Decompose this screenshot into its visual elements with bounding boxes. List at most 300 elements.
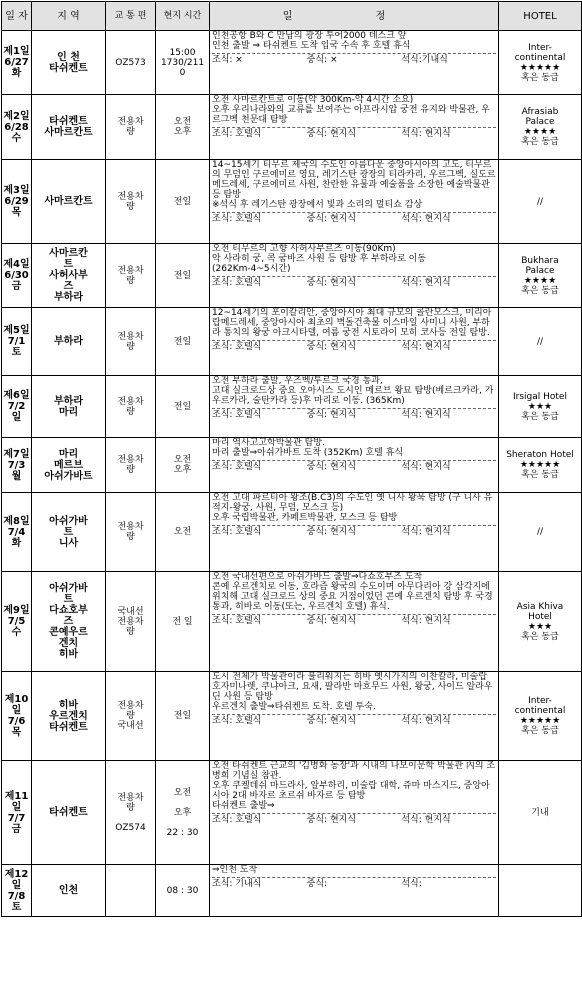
- region-label: 사마르칸트: [44, 196, 93, 207]
- hotel-cell: [499, 308, 582, 376]
- day-label: 제4일: [3, 259, 30, 270]
- time-cell: [156, 308, 210, 376]
- day-label: 일: [11, 879, 22, 891]
- schedule-line: 악 사라히 궁, 콕 굼바즈 사원 등 탐방 후 부하라로 이동: [212, 254, 427, 264]
- day-label: 제10: [4, 694, 29, 705]
- time-cell: [156, 493, 210, 572]
- schedule-line: ※석식 후 레기스탄 광장에서 빛과 소리의 멀티쇼 감상: [212, 200, 423, 210]
- schedule-line: 고대 실크로드상 중요 오아시스 도시인 메르브 왕묘 탐방(베르크카라, 가우르카라, 술탄카라 등)후 마리로 이동. (365Km): [212, 386, 494, 406]
- schedule-cell: [210, 376, 499, 438]
- hotel-label: Bukhara: [521, 255, 559, 266]
- region-label: 부하라: [54, 292, 83, 303]
- hotel-cell: [499, 376, 582, 438]
- hotel-label: ★★★★★: [519, 716, 561, 726]
- hotel-label: ★★★★★: [519, 460, 561, 470]
- region-cell: [32, 244, 106, 308]
- schedule-cell: [210, 244, 499, 308]
- schedule-cell: [210, 438, 499, 493]
- meal-label: 석식: 현지식: [401, 616, 451, 626]
- day-cell: [2, 438, 32, 493]
- day-label: 7/8: [7, 890, 26, 902]
- day-label: 6/28: [4, 121, 29, 133]
- time-label: 오전: [173, 787, 192, 798]
- itinerary-row: [2, 572, 582, 672]
- transport-label: 량: [126, 532, 135, 542]
- hotel-label: [499, 886, 581, 896]
- hotel-label: //: [536, 196, 544, 207]
- hotel-label: continental: [514, 706, 566, 716]
- schedule-line: 14~15세기 티무르 제국의 수도인 아름다운 중앙아시아의 고도, 티무르의 무덤인 구르에미르 영묘, 레기스탄 광장의 티라카리, 우르그벡, 실도르 메드레세, 구르에미르 사원, 찬란한 유물과 예술품을 소장한 예술박물관 등 탐방: [212, 160, 496, 200]
- transport-label: 량: [126, 802, 135, 813]
- meal-label: 석식:: [401, 879, 422, 889]
- region-label: 사마르칸트: [44, 127, 93, 138]
- schedule-line: 오전 타쉬켄트 근교의 '김병화 농장'과 시내의 나보이문학 박물관 內의 조병희 기념실 참관.: [212, 761, 496, 781]
- day-cell: [2, 493, 32, 572]
- day-label: 제3일: [3, 185, 30, 196]
- transport-cell: [106, 308, 156, 376]
- hotel-cell: [499, 865, 582, 917]
- schedule-cell: [210, 761, 499, 865]
- meals-line: [212, 525, 496, 537]
- region-cell: [32, 160, 106, 244]
- day-label: 일: [11, 412, 22, 423]
- meal-label: 중식: 현지식: [306, 716, 357, 726]
- day-label: 목: [11, 727, 22, 738]
- time-cell: [156, 572, 210, 672]
- time-cell: [156, 672, 210, 761]
- schedule-cell: [210, 672, 499, 761]
- itinerary-row: [2, 308, 582, 376]
- transport-label: 량: [126, 465, 135, 475]
- transport-cell: [106, 31, 156, 95]
- schedule-line: 콘예 우르겐치로 이동, 호라즘 왕국의 수도이며 아무다리아 강 삼각지에 위치해 고대 실크로드 상의 중요 거점이었던 콘예 우르겐치 탐방 후 국경 통과, 히바로 이동(또는, 우르겐치 호텔) 휴식.: [212, 582, 493, 612]
- schedule-line: 마리 역사고고학박물관 탐방.: [212, 438, 325, 448]
- day-label: 제8일: [3, 515, 30, 527]
- hotel-cell: [499, 572, 582, 672]
- meal-label: 조식: 호텔식: [212, 342, 262, 352]
- region-label: 부하라: [54, 395, 83, 407]
- day-label: 목: [11, 207, 22, 218]
- meal-label: 조식: 호텔식: [212, 716, 262, 726]
- day-label: 7/4: [7, 526, 26, 538]
- day-cell: [2, 672, 32, 761]
- hotel-label: Palace: [525, 265, 555, 276]
- meal-label: 중식: 현지식: [306, 129, 357, 139]
- meal-label: 석식: 현지식: [401, 278, 451, 288]
- day-label: 토: [11, 901, 22, 913]
- header-transport: 교 통 편: [106, 2, 156, 31]
- time-label: 오전: [173, 455, 192, 465]
- region-label: 아쉬가바: [49, 515, 88, 527]
- transport-label: 전용차: [117, 331, 144, 342]
- day-cell: [2, 95, 32, 160]
- day-label: 제7일: [3, 448, 30, 460]
- meal-label: 석식:기내식: [401, 55, 448, 65]
- transport-label: [106, 813, 155, 823]
- transport-label: OZ573: [115, 57, 146, 68]
- day-label: 일: [11, 705, 22, 716]
- time-label: 전일: [173, 336, 192, 347]
- region-label: 부하라: [54, 336, 83, 347]
- day-label: 제1일: [3, 46, 30, 57]
- day-label: 제11: [4, 790, 29, 802]
- schedule-cell: [210, 308, 499, 376]
- meals-line: [212, 714, 496, 726]
- meals-line: [212, 276, 496, 288]
- transport-label: OZ574: [115, 822, 146, 833]
- time-label: 0: [179, 67, 186, 78]
- time-label: 오후: [173, 807, 192, 818]
- meal-label: 조식: 호텔식: [212, 278, 262, 288]
- region-cell: [32, 31, 106, 95]
- header-region: 지 역: [32, 2, 106, 31]
- time-label: 전일: [173, 270, 192, 281]
- transport-label: 량: [126, 201, 135, 212]
- time-label: 오전: [173, 117, 192, 127]
- hotel-label: Inter-: [528, 42, 552, 53]
- schedule-cell: [210, 31, 499, 95]
- hotel-label: ★★★★: [523, 275, 557, 286]
- region-label: 타쉬켄트: [49, 116, 88, 127]
- transport-label: [106, 886, 155, 896]
- region-label: 타쉬켄트: [49, 721, 88, 733]
- schedule-line: 도시 전체가 박물관이라 불리워지는 히바 옛시가지의 이찬칼라, 미술랍 호자미나렛, 쿠냐아크, 요새, 팔라반 마흐무드 사원, 왕궁, 사이드 알라우딘 사원 등 탐방: [212, 672, 493, 702]
- hotel-label: Afrasiab: [521, 107, 559, 117]
- region-label: 히바: [58, 649, 79, 660]
- region-cell: [32, 308, 106, 376]
- transport-label: 전용차: [117, 701, 144, 711]
- region-label: 사허사부: [49, 270, 88, 281]
- itinerary-row: [2, 244, 582, 308]
- schedule-line: 오전 고대 파르티아 왕조(B.C3)의 수도인 옛 니사 왕묵 탐방 (구 니사 유적지-왕궁, 사원, 무덤, 모스크 등): [212, 493, 493, 513]
- meal-label: 중식: 현지식: [306, 527, 357, 537]
- meal-label: 석식: 현지식: [401, 342, 451, 352]
- time-cell: [156, 31, 210, 95]
- hotel-label: 혹은 동급: [521, 72, 559, 83]
- itinerary-row: [2, 761, 582, 865]
- time-cell: [156, 160, 210, 244]
- hotel-cell: [499, 160, 582, 244]
- hotel-cell: [499, 761, 582, 865]
- schedule-line: 인천 출발 ⇒ 타쉬켄트 도착 입국 수속 후 호텔 휴식: [212, 41, 411, 51]
- day-label: 제6일: [3, 390, 30, 401]
- day-label: 7/7: [7, 812, 26, 824]
- meals-line: [212, 813, 496, 825]
- region-cell: [32, 761, 106, 865]
- schedule-cell: [210, 95, 499, 160]
- region-cell: [32, 438, 106, 493]
- transport-label: 국내선: [117, 721, 144, 731]
- region-label: 트: [63, 594, 74, 605]
- time-cell: [156, 95, 210, 160]
- hotel-label: 혹은 동급: [521, 411, 559, 422]
- region-label: 아쉬가바: [49, 583, 88, 594]
- region-label: 다쇼호부: [49, 605, 88, 616]
- meal-label: 조식: 호텔식: [212, 410, 262, 420]
- time-cell: [156, 438, 210, 493]
- itinerary-row: [2, 672, 582, 761]
- transport-label: 량: [126, 275, 135, 286]
- region-label: 니사: [58, 537, 79, 549]
- region-label: 우르겐치: [49, 710, 88, 722]
- hotel-label: Palace: [525, 117, 555, 127]
- day-label: 제2일: [3, 110, 30, 122]
- schedule-cell: [210, 572, 499, 672]
- transport-label: 량: [126, 341, 135, 352]
- transport-label: 량: [126, 127, 135, 137]
- day-cell: [2, 572, 32, 672]
- transport-label: 량: [126, 626, 135, 637]
- meal-label: 조식: 호텔식: [212, 815, 262, 825]
- meals-line: [212, 53, 496, 65]
- transport-label: 전용차: [117, 522, 144, 532]
- hotel-cell: [499, 493, 582, 572]
- transport-cell: [106, 160, 156, 244]
- time-label: 오후: [173, 465, 192, 475]
- region-cell: [32, 376, 106, 438]
- meal-label: 석식: 현지식: [401, 129, 451, 139]
- meal-label: 조식: ×: [212, 55, 243, 65]
- schedule-line: 우르겐치 출발⇒타쉬켄트 도착. 호텔 투숙.: [212, 702, 376, 712]
- schedule-line: (262Km-4~5시간): [212, 264, 291, 274]
- day-label: 수: [11, 627, 22, 638]
- schedule-line: ⇒인천 도착: [212, 865, 258, 875]
- day-cell: [2, 308, 32, 376]
- transport-label: 전용차: [117, 265, 144, 276]
- region-label: 타쉬켄트: [49, 807, 88, 818]
- transport-cell: [106, 493, 156, 572]
- itinerary-table: [1, 1, 582, 917]
- time-cell: [156, 865, 210, 917]
- header-row: [2, 2, 582, 31]
- hotel-label: 혹은 동급: [521, 470, 559, 480]
- transport-label: 전용차: [117, 396, 144, 407]
- day-label: 7/5: [7, 616, 26, 627]
- hotel-label: ★★★★★: [519, 62, 561, 73]
- hotel-label: //: [536, 336, 544, 347]
- time-label: [156, 818, 209, 828]
- time-label: 15:00: [169, 47, 196, 58]
- day-label: 월: [11, 470, 22, 482]
- meal-label: 조식: 호텔식: [212, 527, 262, 537]
- region-label: 인 천: [57, 51, 80, 63]
- meal-label: 조식: 호텔식: [212, 616, 262, 626]
- day-label: 화: [11, 68, 22, 79]
- meal-label: 중식: 현지식: [306, 616, 357, 626]
- header-schedule: 일 정: [210, 2, 499, 31]
- meal-label: 조식: 호텔식: [212, 129, 262, 139]
- hotel-label: Inter-: [528, 696, 552, 706]
- time-cell: [156, 761, 210, 865]
- day-label: 제12: [4, 868, 29, 880]
- hotel-label: Hotel: [528, 611, 552, 622]
- region-label: 아쉬가바트: [44, 470, 93, 482]
- meals-line: [212, 212, 496, 224]
- hotel-label: 혹은 동급: [521, 137, 559, 147]
- transport-cell: [106, 761, 156, 865]
- schedule-cell: [210, 493, 499, 572]
- region-label: 트: [63, 259, 74, 270]
- hotel-label: Irsigal Hotel: [513, 391, 567, 402]
- header-time: 현지 시간: [156, 2, 210, 31]
- region-label: 인천: [58, 885, 79, 896]
- day-label: 6/30: [4, 270, 29, 281]
- day-cell: [2, 160, 32, 244]
- day-cell: [2, 244, 32, 308]
- itinerary-row: [2, 376, 582, 438]
- day-label: 7/1: [7, 336, 26, 347]
- meal-label: 석식: 현지식: [401, 527, 451, 537]
- time-label: 오후: [173, 127, 192, 137]
- schedule-line: 오후 국립박물관, 카페트박물관, 모스크 등 탐방: [212, 513, 398, 523]
- schedule-line: 오전 국내선편으로 아쉬가바드 출발⇒다쇼호부즈 도착: [212, 572, 423, 582]
- hotel-label: ★★★: [527, 401, 553, 412]
- hotel-cell: [499, 95, 582, 160]
- day-label: 제5일: [3, 325, 30, 336]
- day-label: 금: [11, 281, 22, 292]
- transport-cell: [106, 95, 156, 160]
- meal-label: 석식: 현지식: [401, 462, 451, 472]
- region-cell: [32, 95, 106, 160]
- meal-label: 석식: 현지식: [401, 716, 451, 726]
- itinerary-row: [2, 865, 582, 917]
- region-label: 즈: [63, 616, 74, 627]
- region-label: 트: [63, 526, 74, 538]
- meal-label: 석식: 현지식: [401, 410, 451, 420]
- day-cell: [2, 31, 32, 95]
- time-label: [156, 798, 209, 808]
- meal-label: 중식: 현지식: [306, 278, 357, 288]
- meals-line: [212, 614, 496, 626]
- day-label: 제9일: [3, 605, 30, 616]
- meals-line: [212, 340, 496, 352]
- schedule-cell: [210, 865, 499, 917]
- time-label: 전일: [173, 711, 192, 721]
- meal-label: 조식: 호텔식: [212, 462, 262, 472]
- transport-label: 전용차: [117, 616, 144, 627]
- region-label: 마리: [58, 448, 79, 460]
- schedule-line: 타쉬켄트 출발⇒: [212, 801, 275, 811]
- transport-label: 량: [126, 406, 135, 417]
- meal-label: 석식: 현지식: [401, 815, 451, 825]
- region-label: 즈: [63, 281, 74, 292]
- day-cell: [2, 761, 32, 865]
- transport-cell: [106, 865, 156, 917]
- time-label: 08 : 30: [166, 885, 199, 896]
- transport-label: 전용차: [117, 455, 144, 465]
- hotel-label: 기내: [531, 807, 549, 818]
- hotel-label: Sheraton Hotel: [506, 450, 574, 460]
- header-day: 일 자: [2, 2, 32, 31]
- day-label: 화: [11, 537, 22, 549]
- region-cell: [32, 493, 106, 572]
- transport-label: 량: [126, 711, 135, 721]
- meal-label: 석식: 현지식: [401, 214, 451, 224]
- hotel-cell: [499, 244, 582, 308]
- day-label: 일: [11, 801, 22, 813]
- hotel-label: 혹은 동급: [521, 631, 559, 642]
- meal-label: 중식: 현지식: [306, 342, 357, 352]
- time-cell: [156, 244, 210, 308]
- day-label: 6/27: [4, 57, 29, 68]
- schedule-line: 오전 부하라 출발, 우즈벡/투르크 국경 통과,: [212, 376, 383, 386]
- hotel-cell: [499, 31, 582, 95]
- transport-cell: [106, 672, 156, 761]
- schedule-line: 오후 우리나라와의 교류를 보여주는 아프라시압 궁전 유지와 박물관, 우르그벡 천문대 탐방: [212, 105, 490, 125]
- region-label: 사마르칸: [49, 248, 88, 259]
- hotel-label: ★★★★: [523, 127, 557, 137]
- schedule-line: 마리 출발⇒아쉬가바트 도착 (352Km) 호텔 휴식: [212, 448, 404, 458]
- day-cell: [2, 376, 32, 438]
- meals-line: [212, 127, 496, 139]
- schedule-line: 오전 티무르의 고향 사허사부르즈 이동(90Km): [212, 244, 396, 254]
- transport-label: 전용차: [117, 792, 144, 803]
- meal-label: 조식: 기내식: [212, 879, 262, 889]
- region-cell: [32, 865, 106, 917]
- time-label: 전 일: [172, 616, 193, 627]
- meal-label: 중식: 현지식: [306, 410, 357, 420]
- schedule-cell: [210, 160, 499, 244]
- time-label: 1730/211: [160, 57, 205, 68]
- meals-line: [212, 877, 496, 889]
- meals-line: [212, 408, 496, 420]
- hotel-label: //: [536, 527, 544, 537]
- meal-label: 중식:: [306, 879, 328, 889]
- region-label: 마리: [58, 406, 79, 418]
- hotel-label: continental: [514, 52, 566, 63]
- transport-label: 전용차: [117, 191, 144, 202]
- time-label: 전일: [173, 401, 192, 412]
- transport-cell: [106, 572, 156, 672]
- region-cell: [32, 672, 106, 761]
- region-label: 겐치: [58, 638, 79, 649]
- time-cell: [156, 376, 210, 438]
- itinerary-row: [2, 31, 582, 95]
- time-label: 오전: [173, 527, 192, 537]
- transport-cell: [106, 438, 156, 493]
- time-label: 22 : 30: [166, 827, 199, 838]
- hotel-label: 혹은 동급: [521, 285, 559, 296]
- header-hotel: HOTEL: [499, 2, 582, 31]
- meal-label: 중식: 현지식: [306, 462, 357, 472]
- schedule-line: 인천공항 B와 C 만남의 광장 투어2000 데스크 앞: [212, 31, 407, 41]
- transport-cell: [106, 244, 156, 308]
- day-label: 금: [11, 823, 22, 835]
- meal-label: 조식: 호텔식: [212, 214, 262, 224]
- transport-cell: [106, 376, 156, 438]
- hotel-cell: [499, 672, 582, 761]
- region-label: 메르브: [54, 459, 83, 471]
- day-label: 7/2: [7, 401, 26, 412]
- itinerary-row: [2, 493, 582, 572]
- hotel-label: 혹은 동급: [521, 726, 559, 736]
- region-label: 타쉬켄트: [49, 62, 88, 74]
- hotel-label: Asia Khiva: [516, 601, 564, 612]
- region-label: 콘예우르: [49, 627, 88, 638]
- day-label: 수: [11, 132, 22, 144]
- day-label: 6/29: [4, 196, 29, 207]
- itinerary-row: [2, 160, 582, 244]
- hotel-label: ★★★: [527, 621, 553, 632]
- itinerary-row: [2, 438, 582, 493]
- day-cell: [2, 865, 32, 917]
- meal-label: 중식: ×: [306, 55, 338, 65]
- day-label: 7/3: [7, 459, 26, 471]
- hotel-cell: [499, 438, 582, 493]
- schedule-line: 12~14세기의 포이칼리안, 중앙아시아 최대 규모의 콜란모스크, 미리아랍메드레세, 중앙아시아 최초의 벽돌건축물 이스마일 사미니 사원, 부하라 통치의 왕궁 아크시타델, 여름 궁전 시토라이 모히 코사등 전일 탐방.: [212, 308, 492, 338]
- day-label: 7/6: [7, 716, 26, 727]
- transport-label: 전용차: [117, 117, 144, 127]
